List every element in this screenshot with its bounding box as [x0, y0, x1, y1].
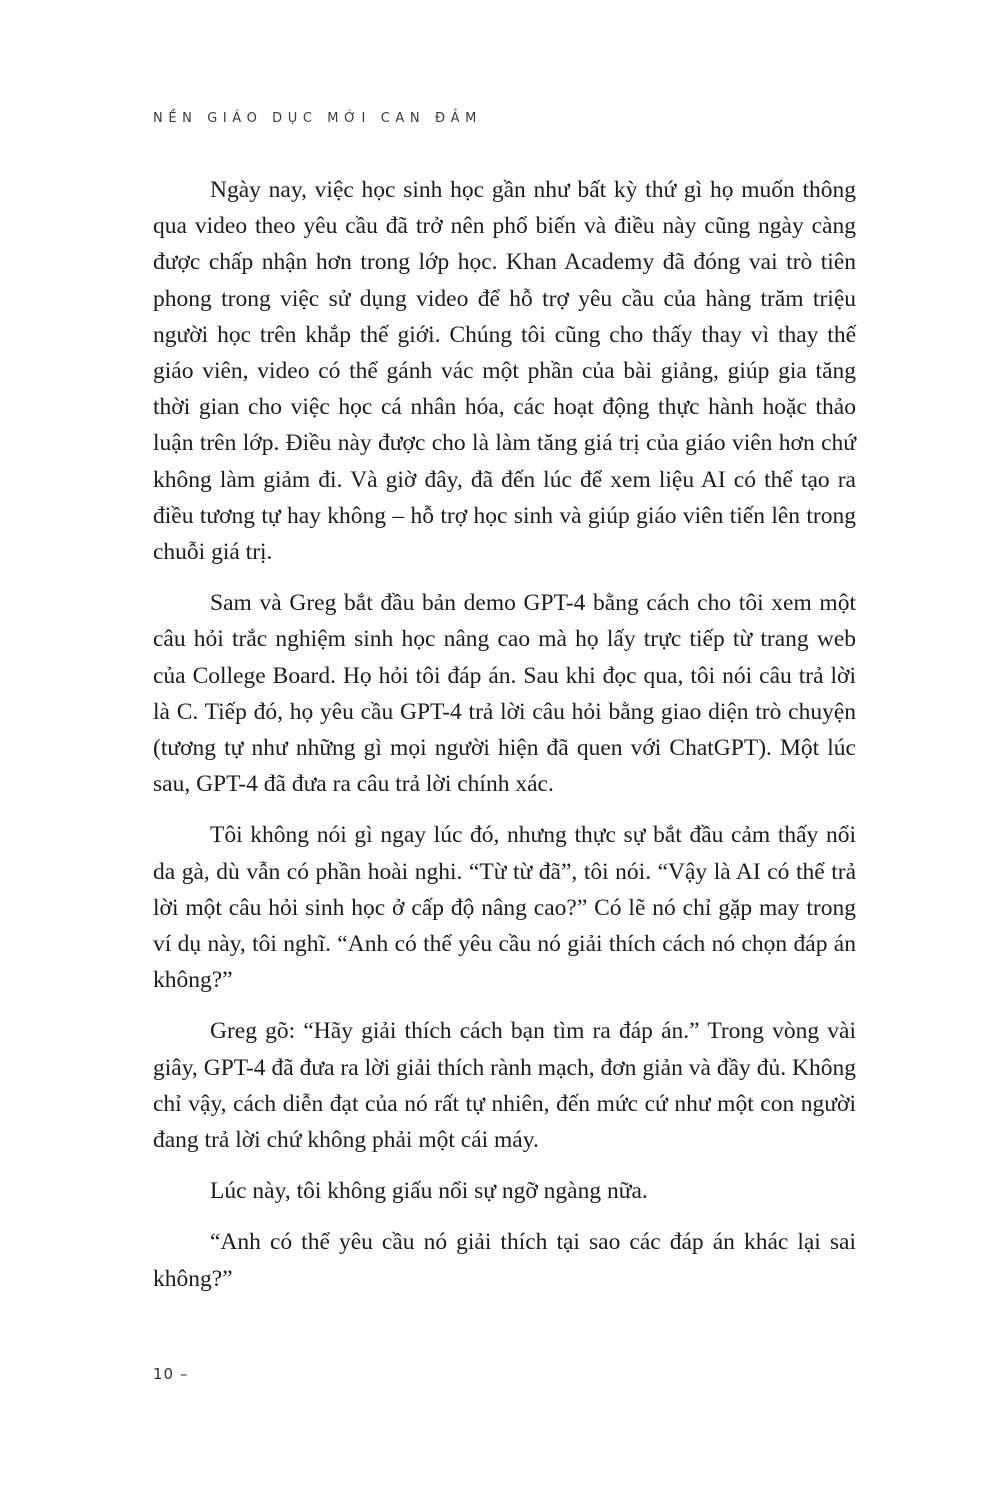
running-head: NỀN GIÁO DỤC MỚI CAN ĐẢM: [153, 111, 482, 126]
body-text: [153, 172, 856, 1312]
paragraph: “Anh có thể yêu cầu nó giải thích tại sao các đáp án khác lại sai không?”: [153, 1229, 856, 1292]
page-number: 10 –: [153, 1365, 189, 1383]
paragraph: Lúc này, tôi không giấu nổi sự ngỡ ngàng nữa.: [210, 1178, 648, 1205]
paragraph: Greg gõ: “Hãy giải thích cách bạn tìm ra đáp án.” Trong vòng vài giây, GPT-4 đã đưa ra lời giải thích rành mạch, đơn giản và đầy đủ. Không chỉ vậy, cách diễn đạt của nó rất tự nhiên, đến mức cứ như một con người đang trả lời chứ không phải một cái máy.: [153, 1018, 856, 1154]
paragraph: Ngày nay, việc học sinh học gần như bất kỳ thứ gì họ muốn thông qua video theo yêu cầu đã trở nên phổ biến và điều này cũng ngày càng được chấp nhận hơn trong lớp học. Khan Academy đã đóng vai trò tiên phong trong việc sử dụng video để hỗ trợ yêu cầu của hàng trăm triệu người học trên khắp thế giới. Chúng tôi cũng cho thấy thay vì thay thế giáo viên, video có thể gánh vác một phần của bài giảng, giúp gia tăng thời gian cho việc học cá nhân hóa, các hoạt động thực hành hoặc thảo luận trên lớp. Điều này được cho là làm tăng giá trị của giáo viên hơn chứ không làm giảm đi. Và giờ đây, đã đến lúc để xem liệu AI có thể tạo ra điều tương tự hay không – hỗ trợ học sinh và giúp giáo viên tiến lên trong chuỗi giá trị.: [153, 177, 856, 566]
paragraph: Tôi không nói gì ngay lúc đó, nhưng thực sự bắt đầu cảm thấy nổi da gà, dù vẫn có phần hoài nghi. “Từ từ đã”, tôi nói. “Vậy là AI có thể trả lời một câu hỏi sinh học ở cấp độ nâng cao?” Có lẽ nó chỉ gặp may trong ví dụ này, tôi nghĩ. “Anh có thể yêu cầu nó giải thích cách nó chọn đáp án không?”: [153, 822, 856, 994]
paragraph: Sam và Greg bắt đầu bản demo GPT-4 bằng cách cho tôi xem một câu hỏi trắc nghiệm sinh học nâng cao mà họ lấy trực tiếp từ trang web của College Board. Họ hỏi tôi đáp án. Sau khi đọc qua, tôi nói câu trả lời là C. Tiếp đó, họ yêu cầu GPT-4 trả lời câu hỏi bằng giao diện trò chuyện (tương tự như những gì mọi người hiện đã quen với ChatGPT). Một lúc sau, GPT-4 đã đưa ra câu trả lời chính xác.: [153, 590, 856, 798]
